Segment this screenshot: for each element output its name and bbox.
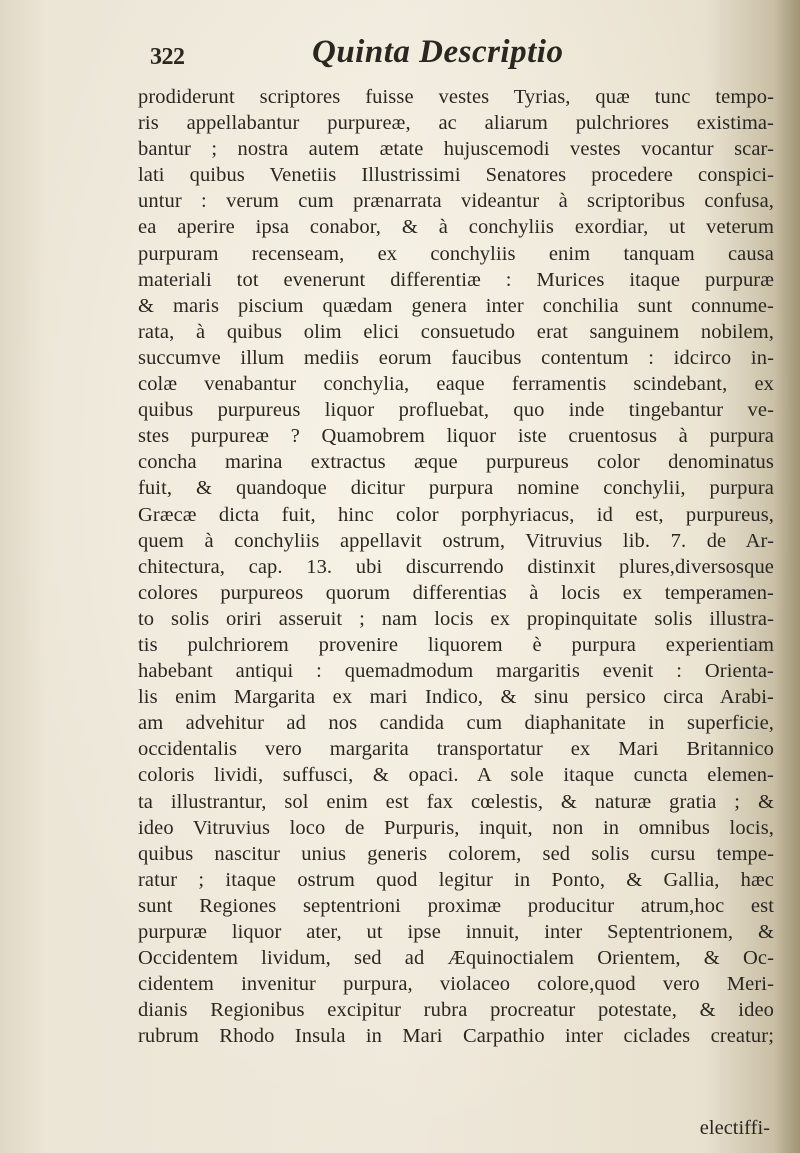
text-line: habebant antiqui : quemadmodum margaritis evenit : Orienta- (138, 660, 774, 683)
text-line: cidentem invenitur purpura, violaceo colore,quod vero Meri- (138, 973, 774, 996)
page-edge-shadow (774, 0, 800, 1153)
text-line: rata, à quibus olim elici consuetudo erat sanguinem nobilem, (138, 320, 774, 343)
text-line: Occidentem lividum, sed ad Æquinoctialem Orientem, & Oc- (138, 947, 774, 970)
text-line: untur : verum cum prænarrata videantur à scriptoribus confusa, (138, 190, 774, 213)
text-line: lati quibus Venetiis Illustrissimi Senatores procedere conspici- (138, 164, 774, 187)
text-line: & maris piscium quædam genera inter conchilia sunt connume- (138, 294, 774, 317)
text-line: Græcæ dicta fuit, hinc color porphyriacus, id est, purpureus, (138, 503, 774, 526)
text-line: quibus purpureus liquor profluebat, quo inde tingebantur ve- (138, 399, 774, 422)
text-line: colores purpureos quorum differentias à locis ex temperamen- (138, 581, 774, 604)
page-number: 322 (150, 44, 185, 70)
text-line: concha marina extractus æque purpureus color denominatus (138, 451, 774, 474)
text-line: occidentalis vero margarita transportatur ex Mari Britannico (138, 738, 774, 761)
text-line: rubrum Rhodo Insula in Mari Carpathio inter ciclades creatur; (138, 1025, 774, 1048)
text-line: ideo Vitruvius loco de Purpuris, inquit, non in omnibus locis, (138, 816, 774, 839)
text-line: succumve illum mediis eorum faucibus contentum : idcirco in- (138, 346, 774, 369)
text-line: to solis oriri asseruit ; nam locis ex propinquitate solis illustra- (138, 607, 774, 630)
text-line: fuit, & quandoque dicitur purpura nomine conchylii, purpura (138, 477, 774, 500)
text-line: bantur ; nostra autem ætate hujuscemodi vestes vocantur scar- (138, 138, 774, 161)
text-line: prodiderunt scriptores fuisse vestes Tyrias, quæ tunc tempo- (138, 86, 774, 108)
text-line: materiali tot evenerunt differentiæ : Murices itaque purpuræ (138, 268, 774, 291)
text-line: colæ venabantur conchylia, eaque ferramentis scindebant, ex (138, 373, 774, 396)
catchword: electiffi- (699, 1117, 770, 1139)
text-line: dianis Regionibus excipitur rubra procreatur potestate, & ideo (138, 999, 774, 1022)
text-line: quibus nascitur unius generis colorem, sed solis cursu tempe- (138, 842, 774, 865)
text-line: sunt Regiones septentrioni proximæ producitur atrum,hoc est (138, 894, 774, 917)
running-head: Quinta Descriptio (312, 34, 564, 70)
body-text (138, 84, 774, 1049)
text-line: quem à conchyliis appellavit ostrum, Vitruvius lib. 7. de Ar- (138, 529, 774, 552)
text-line: am advehitur ad nos candida cum diaphanitate in superficie, (138, 712, 774, 735)
text-line: chitectura, cap. 13. ubi discurrendo distinxit plures,diversosque (138, 555, 774, 578)
text-line: tis pulchriorem provenire liquorem è purpura experientiam (138, 633, 774, 656)
text-line: ris appellabantur purpureæ, ac aliarum pulchriores existima- (138, 112, 774, 135)
text-line: stes purpureæ ? Quamobrem liquor iste cruentosus à purpura (138, 425, 774, 448)
text-line: ratur ; itaque ostrum quod legitur in Ponto, & Gallia, hæc (138, 868, 774, 891)
page-header (150, 30, 650, 74)
text-line: lis enim Margarita ex mari Indico, & sinu persico circa Arabi- (138, 686, 774, 709)
text-line: ta illustrantur, sol enim est fax cœlestis, & naturæ gratia ; & (138, 790, 774, 813)
text-line: coloris lividi, suffusci, & opaci. A sole itaque cuncta elemen- (138, 764, 774, 787)
text-line: ea aperire ipsa conabor, & à conchyliis exordiar, ut veterum (138, 216, 774, 239)
text-line: purpuræ liquor ater, ut ipse innuit, inter Septentrionem, & (138, 921, 774, 943)
text-line: purpuram recenseam, ex conchyliis enim tanquam causa (138, 242, 774, 265)
